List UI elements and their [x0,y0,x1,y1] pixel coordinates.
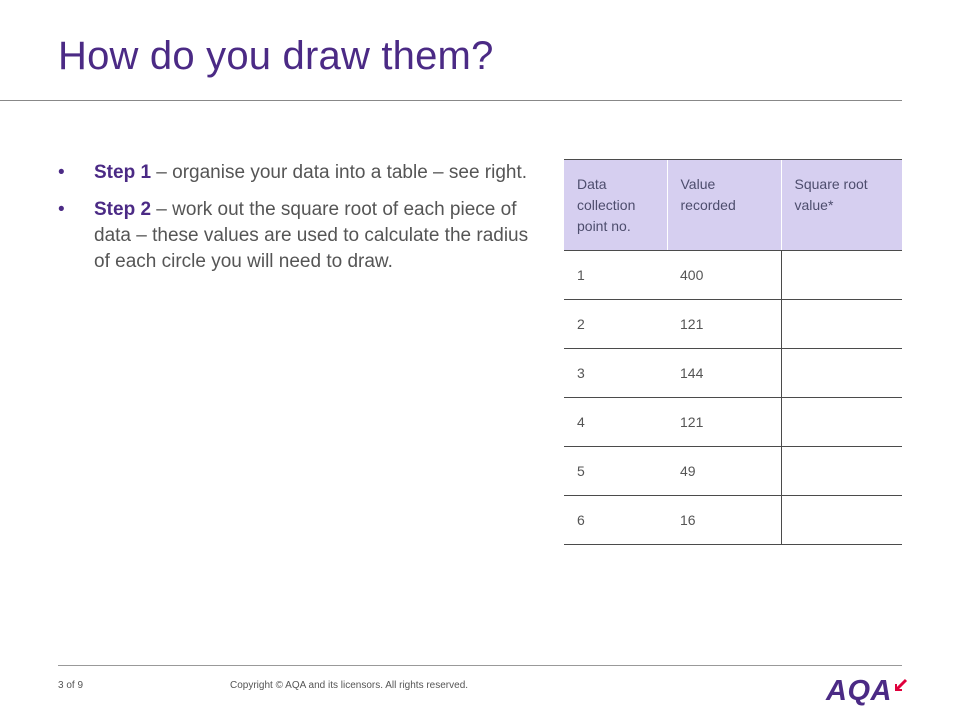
data-table [564,159,902,545]
slide-title: How do you draw them? [58,34,494,78]
table-cell: 6 [564,496,667,545]
bullet-icon: • [58,162,65,183]
table-cell: 5 [564,447,667,496]
table-cell: 1 [564,251,667,300]
table-cell [781,251,902,300]
step-label: Step 1 [94,162,152,183]
table-row [564,349,902,398]
column-header: Data collection point no. [564,160,667,251]
step-text: – organise your data into a table – see right. [151,162,528,183]
table-header-row [564,160,902,251]
bullet-icon: • [58,199,65,220]
table-row [564,496,902,545]
table-cell: 3 [564,349,667,398]
copyright-notice: Copyright © AQA and its licensors. All rights reserved. [230,680,469,691]
logo-text: AQA [826,675,892,707]
table-cell: 144 [667,349,781,398]
table-cell [781,398,902,447]
table-cell: 49 [667,447,781,496]
title-divider [0,100,902,101]
table-cell: 121 [667,398,781,447]
column-header: Square root value* [781,160,902,251]
table-cell: 4 [564,398,667,447]
page-number: 3 of 9 [58,680,84,691]
table-cell [781,349,902,398]
table-row [564,447,902,496]
table-cell [781,496,902,545]
table-row [564,300,902,349]
table-cell: 121 [667,300,781,349]
table-cell [781,447,902,496]
step-text: – work out the square root of each piece of data – these values are used to calculate the radius of each circle you will need to draw. [94,199,529,272]
table-cell [781,300,902,349]
table-row [564,251,902,300]
column-header: Value recorded [667,160,781,251]
step-item-1 [58,160,538,186]
table-row [564,398,902,447]
table-cell: 16 [667,496,781,545]
step-item-2 [58,197,538,275]
step-label: Step 2 [94,199,152,220]
table-cell: 400 [667,251,781,300]
footer-divider [58,665,902,666]
step-list [58,160,538,286]
aqa-logo [826,676,908,706]
table-cell: 2 [564,300,667,349]
aqa-logo-mark-icon [894,678,908,697]
